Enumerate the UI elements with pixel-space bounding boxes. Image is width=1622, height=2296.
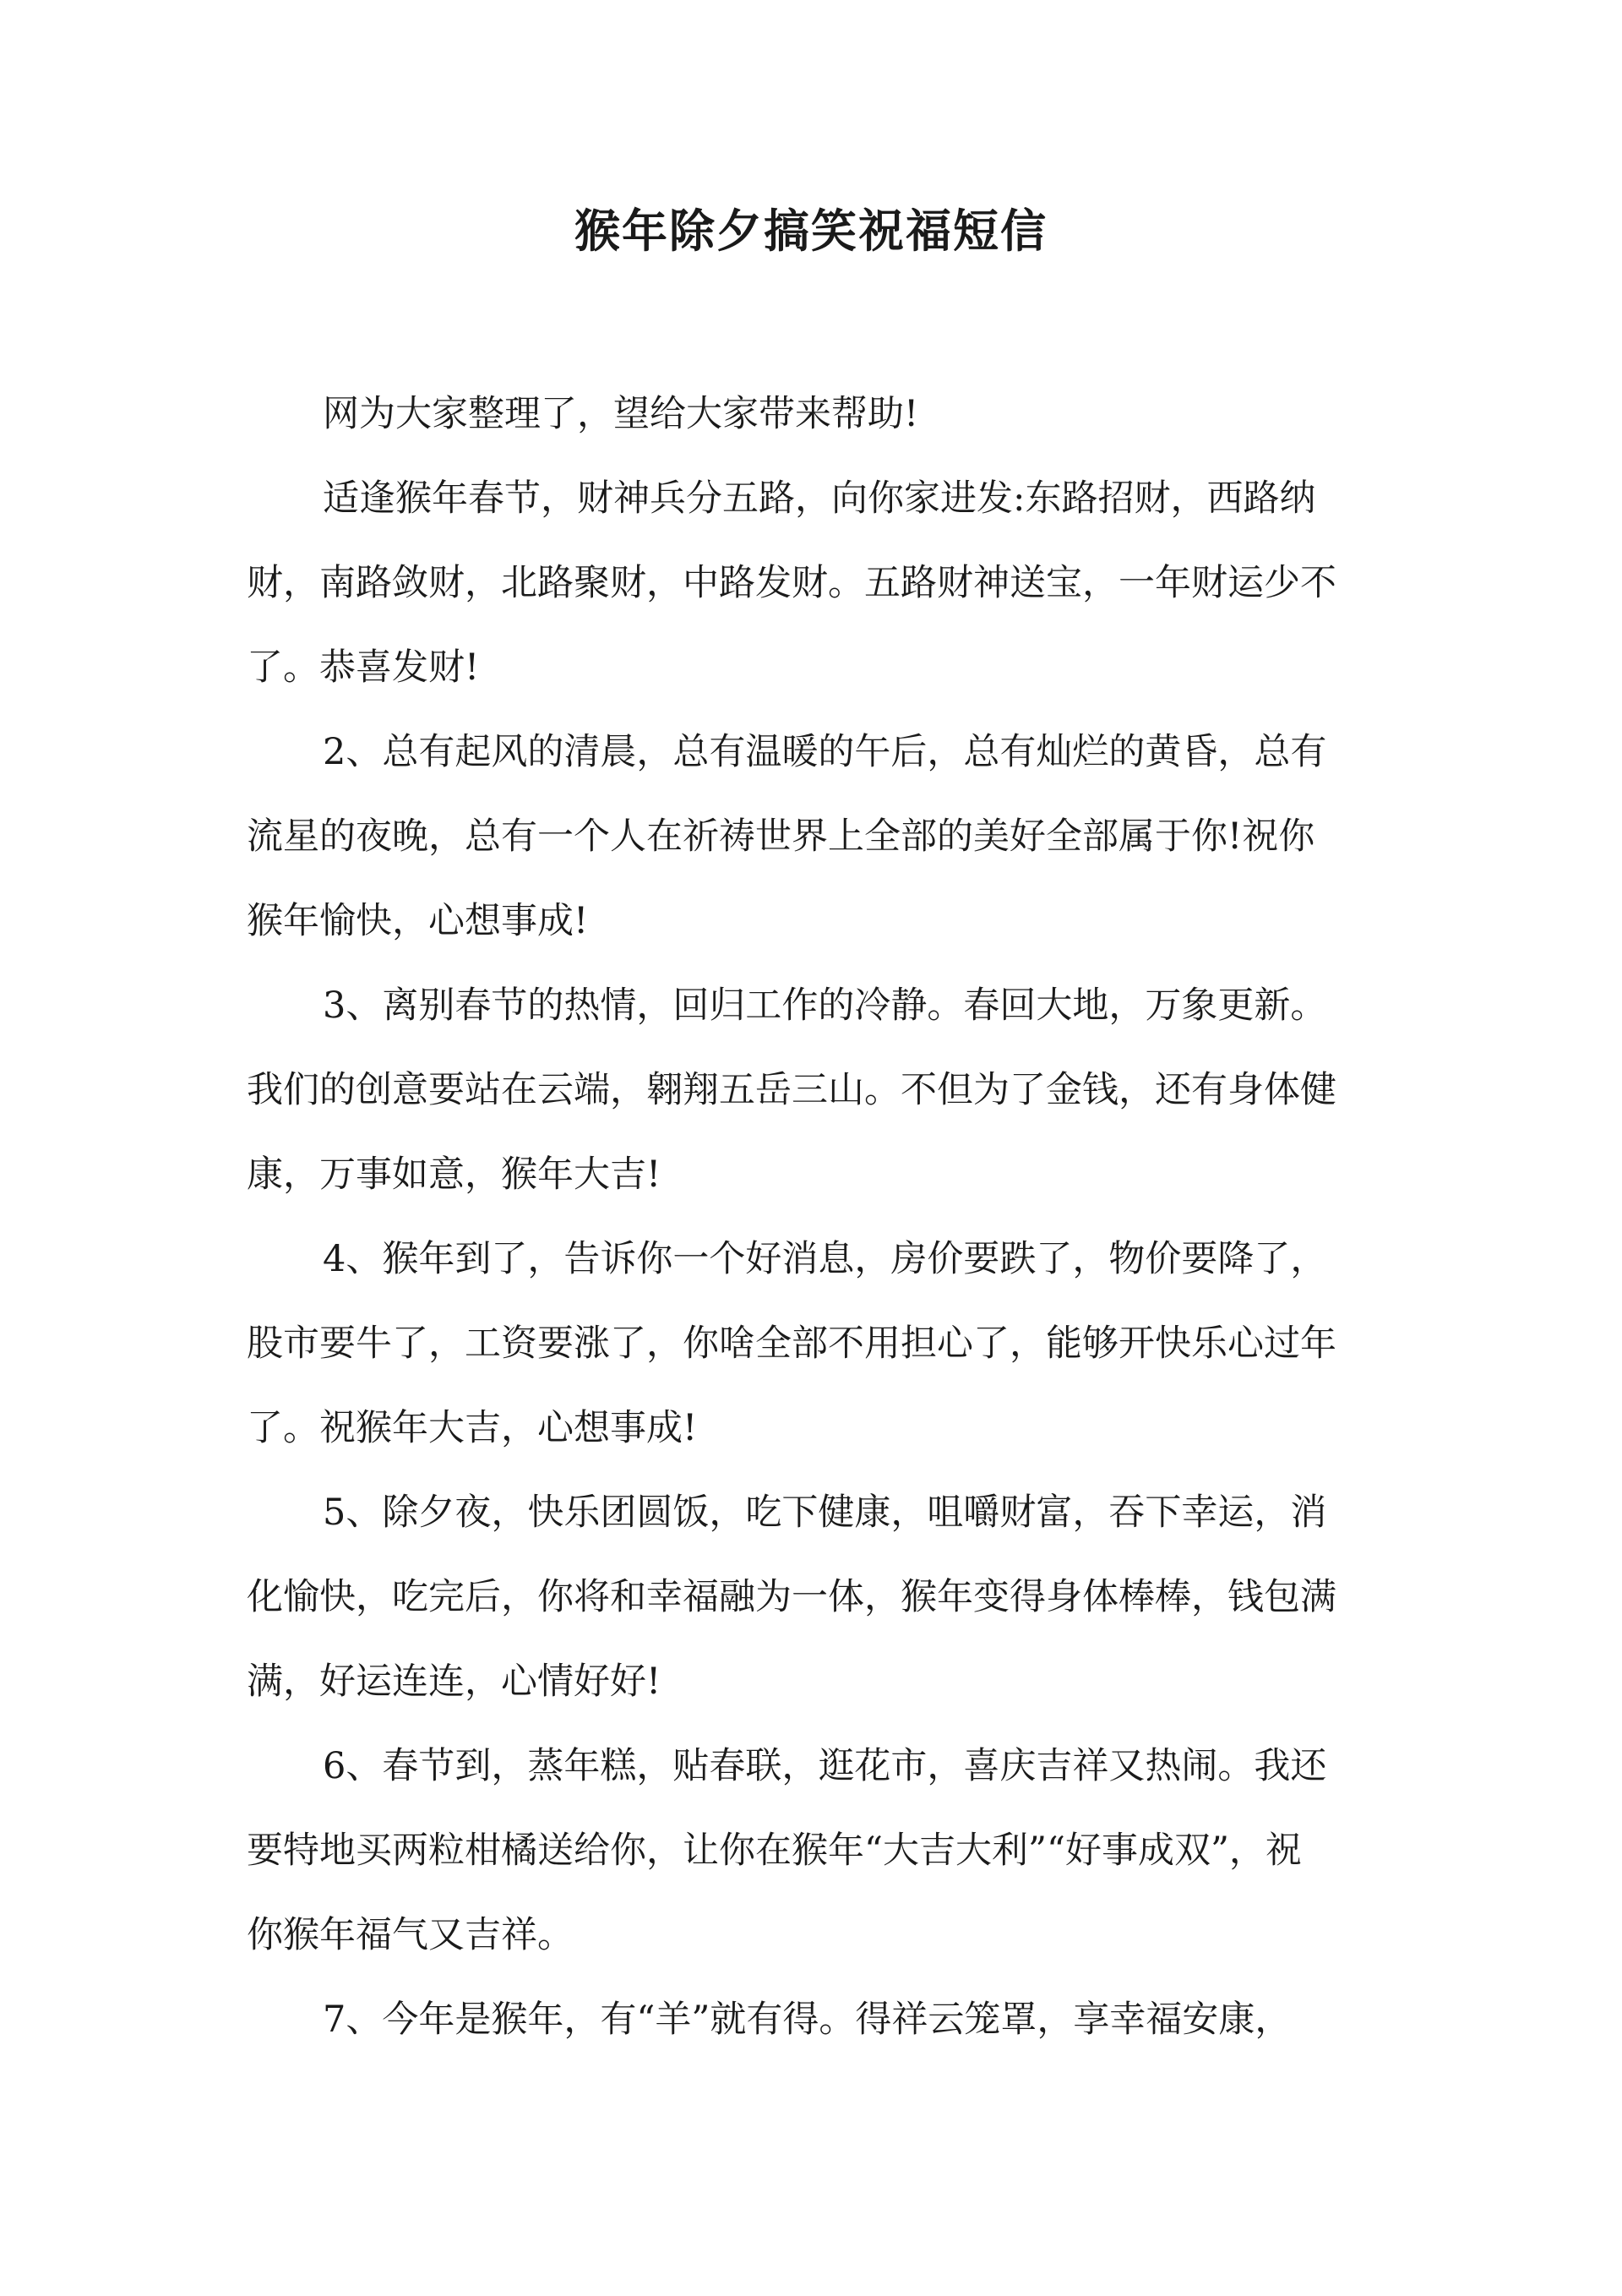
paragraph-1: 适逢猴年春节，财神兵分五路，向你家进发:东路招财，西路纳 财，南路敛财，北路聚财，中路发财。五路财神送宝，一年财运少不 了。恭喜发财!: [247, 477, 1336, 689]
document-body: [247, 372, 1383, 2062]
paragraph-4: 4、猴年到了，告诉你一个好消息，房价要跌了，物价要降了， 股市要牛了，工资要涨了，你啥全部不用担心了，能够开快乐心过年 了。祝猴年大吉，心想事成!: [247, 1238, 1336, 1449]
paragraph-2: 2、总有起风的清晨，总有温暖的午后，总有灿烂的黄昏，总有 流星的夜晚，总有一个人在祈祷世界上全部的美好全部属于你!祝你 猴年愉快，心想事成!: [247, 731, 1327, 942]
paragraph-7: 7、今年是猴年，有“羊”就有得。得祥云笼罩，享幸福安康，: [323, 1999, 1292, 2041]
paragraph-3: 3、离别春节的热情，回归工作的冷静。春回大地，万象更新。 我们的创意要站在云端，翱翔五岳三山。不但为了金钱，还有身体健 康，万事如意，猴年大吉!: [247, 984, 1336, 1196]
paragraph-5: 5、除夕夜，快乐团圆饭，吃下健康，咀嚼财富，吞下幸运，消 化愉快，吃完后，你将和幸福融为一体，猴年变得身体棒棒，钱包满 满，好运连连，心情好好!: [247, 1492, 1336, 1703]
paragraph-6: 6、春节到，蒸年糕，贴春联，逛花市，喜庆吉祥又热闹。我还 要特地买两粒柑橘送给你，让你在猴年“大吉大利”“好事成双”，祝 你猴年福气又吉祥。: [247, 1745, 1327, 1956]
document-title: 猴年除夕搞笑祝福短信: [574, 204, 1048, 258]
paragraph-intro: 网为大家整理了，望给大家带来帮助!: [323, 393, 919, 435]
